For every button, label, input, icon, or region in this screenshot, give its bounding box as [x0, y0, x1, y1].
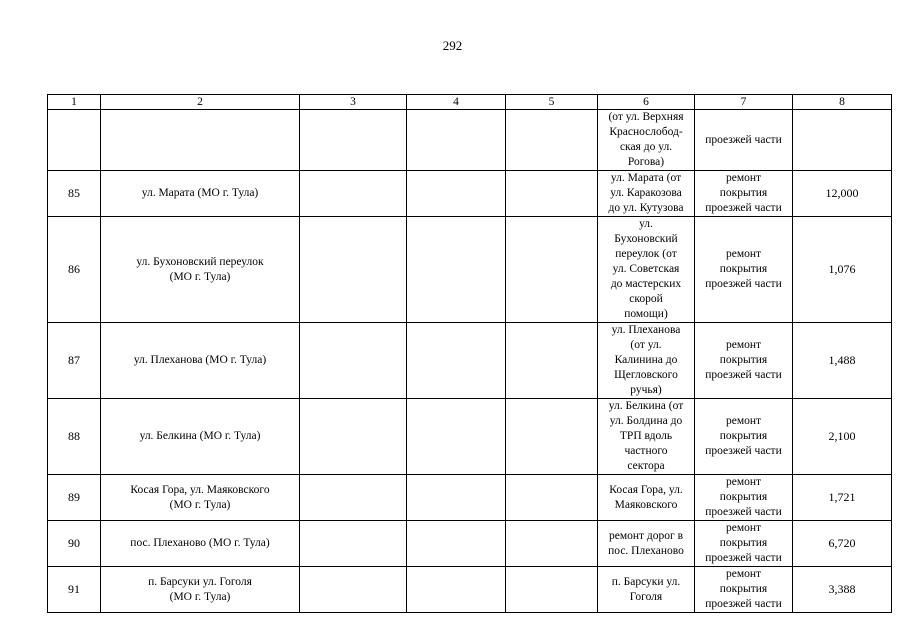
- road-section: ул. Марата (от ул. Каракозова до ул. Кутузова: [598, 171, 695, 217]
- table-row: [48, 567, 892, 613]
- table-row: [48, 323, 892, 399]
- road-section: ул. Плеханова (от ул. Калинина до Щегловского ручья): [598, 323, 695, 399]
- cell-col5: [506, 217, 598, 323]
- road-name: ул. Марата (МО г. Тула): [101, 171, 300, 217]
- cell-col3: [300, 567, 407, 613]
- table-row: [48, 521, 892, 567]
- road-section: Косая Гора, ул. Маяковского: [598, 475, 695, 521]
- road-name: п. Барсуки ул. Гоголя (МО г. Тула): [101, 567, 300, 613]
- work-type: ремонт покрытия проезжей части: [695, 323, 793, 399]
- work-type: ремонт покрытия проезжей части: [695, 567, 793, 613]
- cell-col4: [407, 475, 506, 521]
- value: 2,100: [793, 399, 892, 475]
- cell-col4: [407, 323, 506, 399]
- row-number: 86: [48, 217, 101, 323]
- cell-col5: [506, 567, 598, 613]
- work-type: ремонт покрытия проезжей части: [695, 217, 793, 323]
- header-cell-7: 7: [695, 95, 793, 110]
- work-type: ремонт покрытия проезжей части: [695, 475, 793, 521]
- value: 12,000: [793, 171, 892, 217]
- cell-col4: [407, 567, 506, 613]
- cell-col3: [300, 110, 407, 171]
- road-section: ремонт дорог в пос. Плеханово: [598, 521, 695, 567]
- header-cell-3: 3: [300, 95, 407, 110]
- header-cell-5: 5: [506, 95, 598, 110]
- cell-col5: [506, 171, 598, 217]
- header-cell-4: 4: [407, 95, 506, 110]
- work-type: ремонт покрытия проезжей части: [695, 521, 793, 567]
- table-row: [48, 399, 892, 475]
- row-number: [48, 110, 101, 171]
- cell-col4: [407, 171, 506, 217]
- cell-col5: [506, 475, 598, 521]
- cell-col3: [300, 475, 407, 521]
- row-number: 85: [48, 171, 101, 217]
- table-row: [48, 171, 892, 217]
- work-type: проезжей части: [695, 110, 793, 171]
- table-row: [48, 217, 892, 323]
- cell-col3: [300, 217, 407, 323]
- row-number: 89: [48, 475, 101, 521]
- cell-col3: [300, 521, 407, 567]
- page-number: 292: [442, 38, 463, 53]
- header-cell-8: 8: [793, 95, 892, 110]
- cell-col3: [300, 171, 407, 217]
- cell-col3: [300, 399, 407, 475]
- row-number: 88: [48, 399, 101, 475]
- road-section: ул. Бухоновский переулок (от ул. Советская до мастерских скорой помощи): [598, 217, 695, 323]
- cell-col5: [506, 521, 598, 567]
- data-table: [47, 94, 892, 613]
- road-name: ул. Плеханова (МО г. Тула): [101, 323, 300, 399]
- row-number: 91: [48, 567, 101, 613]
- table-row: [48, 475, 892, 521]
- cell-col5: [506, 110, 598, 171]
- value: 1,076: [793, 217, 892, 323]
- header-row: [48, 95, 892, 110]
- value: 1,488: [793, 323, 892, 399]
- cell-col5: [506, 399, 598, 475]
- work-type: ремонт покрытия проезжей части: [695, 171, 793, 217]
- road-name: ул. Бухоновский переулок (МО г. Тула): [101, 217, 300, 323]
- cell-col4: [407, 399, 506, 475]
- value: [793, 110, 892, 171]
- cell-col4: [407, 217, 506, 323]
- header-cell-1: 1: [48, 95, 101, 110]
- road-name: ул. Белкина (МО г. Тула): [101, 399, 300, 475]
- cell-col5: [506, 323, 598, 399]
- header-cell-2: 2: [101, 95, 300, 110]
- road-name: пос. Плеханово (МО г. Тула): [101, 521, 300, 567]
- road-section: п. Барсуки ул. Гоголя: [598, 567, 695, 613]
- road-section: (от ул. Верхняя Краснослобод- ская до ул. Рогова): [598, 110, 695, 171]
- road-name: Косая Гора, ул. Маяковского (МО г. Тула): [101, 475, 300, 521]
- cell-col4: [407, 110, 506, 171]
- cell-col4: [407, 521, 506, 567]
- header-cell-6: 6: [598, 95, 695, 110]
- cell-col3: [300, 323, 407, 399]
- value: 1,721: [793, 475, 892, 521]
- table-row: [48, 110, 892, 171]
- value: 3,388: [793, 567, 892, 613]
- road-name: [101, 110, 300, 171]
- road-section: ул. Белкина (от ул. Болдина до ТРП вдоль частного сектора: [598, 399, 695, 475]
- row-number: 90: [48, 521, 101, 567]
- row-number: 87: [48, 323, 101, 399]
- work-type: ремонт покрытия проезжей части: [695, 399, 793, 475]
- value: 6,720: [793, 521, 892, 567]
